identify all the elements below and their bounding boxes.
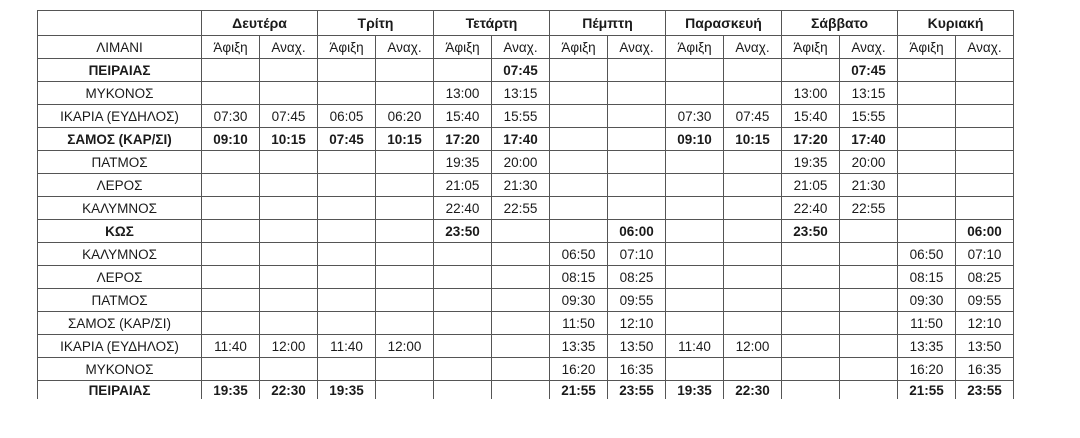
port-name-cell: ΠΕΙΡΑΙΑΣ (38, 59, 202, 82)
arrival-header: Άφιξη (434, 36, 492, 59)
port-name-cell: ΚΑΛΥΜΝΟΣ (38, 197, 202, 220)
arrival-time-cell: 13:00 (434, 82, 492, 105)
arrival-time-cell: 21:05 (434, 174, 492, 197)
arrival-time-cell (318, 243, 376, 266)
departure-time-cell (840, 266, 898, 289)
arrival-time-cell: 19:35 (318, 381, 376, 400)
departure-time-cell (492, 335, 550, 358)
departure-time-cell: 08:25 (956, 266, 1014, 289)
port-name-cell: ΠΑΤΜΟΣ (38, 151, 202, 174)
arrival-time-cell: 23:50 (434, 220, 492, 243)
arrival-time-cell (202, 266, 260, 289)
arrival-time-cell: 07:30 (202, 105, 260, 128)
departure-header: Αναχ. (608, 36, 666, 59)
arrival-time-cell: 07:45 (318, 128, 376, 151)
arrival-time-cell (550, 105, 608, 128)
arrival-time-cell: 15:40 (434, 105, 492, 128)
schedule-row (38, 105, 1014, 128)
day-header-monday: Δευτέρα (202, 11, 318, 36)
arrival-time-cell (434, 266, 492, 289)
column-header-row (38, 36, 1014, 59)
schedule-row (38, 82, 1014, 105)
departure-time-cell: 06:00 (956, 220, 1014, 243)
arrival-time-cell (434, 243, 492, 266)
departure-time-cell (492, 220, 550, 243)
arrival-time-cell (434, 335, 492, 358)
departure-time-cell (376, 197, 434, 220)
arrival-time-cell (782, 266, 840, 289)
arrival-time-cell (318, 312, 376, 335)
departure-time-cell (956, 128, 1014, 151)
corner-cell (38, 11, 202, 36)
departure-time-cell (724, 358, 782, 381)
port-name-cell: ΚΑΛΥΜΝΟΣ (38, 243, 202, 266)
arrival-time-cell (782, 335, 840, 358)
arrival-time-cell: 11:50 (550, 312, 608, 335)
departure-time-cell: 22:30 (260, 381, 318, 400)
departure-time-cell (492, 266, 550, 289)
departure-time-cell (724, 82, 782, 105)
arrival-time-cell (898, 197, 956, 220)
port-name-cell: ΚΩΣ (38, 220, 202, 243)
day-header-friday: Παρασκευή (666, 11, 782, 36)
arrival-time-cell (898, 82, 956, 105)
departure-time-cell: 07:10 (608, 243, 666, 266)
departure-time-cell (956, 59, 1014, 82)
arrival-time-cell: 19:35 (202, 381, 260, 400)
departure-header: Αναχ. (260, 36, 318, 59)
arrival-time-cell (782, 358, 840, 381)
departure-time-cell (840, 220, 898, 243)
arrival-time-cell (666, 197, 724, 220)
departure-header: Αναχ. (840, 36, 898, 59)
arrival-time-cell (434, 358, 492, 381)
departure-time-cell (260, 59, 318, 82)
day-header-tuesday: Τρίτη (318, 11, 434, 36)
arrival-time-cell: 08:15 (550, 266, 608, 289)
arrival-time-cell (434, 381, 492, 400)
ferry-schedule-table (37, 10, 1014, 399)
departure-time-cell (260, 82, 318, 105)
departure-time-cell (956, 82, 1014, 105)
departure-time-cell: 12:00 (260, 335, 318, 358)
departure-time-cell (492, 381, 550, 400)
arrival-header: Άφιξη (898, 36, 956, 59)
departure-time-cell (956, 105, 1014, 128)
arrival-time-cell (666, 174, 724, 197)
arrival-time-cell (898, 151, 956, 174)
departure-time-cell (376, 82, 434, 105)
arrival-time-cell: 16:20 (898, 358, 956, 381)
departure-time-cell (608, 128, 666, 151)
arrival-time-cell (202, 151, 260, 174)
departure-time-cell: 20:00 (492, 151, 550, 174)
departure-time-cell: 22:55 (840, 197, 898, 220)
departure-time-cell (376, 59, 434, 82)
arrival-time-cell: 06:50 (550, 243, 608, 266)
departure-time-cell (492, 243, 550, 266)
port-name-cell: ΠΕΙΡΑΙΑΣ (38, 381, 202, 400)
arrival-time-cell (550, 197, 608, 220)
arrival-time-cell (318, 266, 376, 289)
departure-time-cell: 23:55 (956, 381, 1014, 400)
arrival-time-cell (202, 358, 260, 381)
arrival-time-cell (202, 220, 260, 243)
arrival-time-cell: 22:40 (434, 197, 492, 220)
arrival-time-cell (550, 220, 608, 243)
departure-time-cell (492, 358, 550, 381)
arrival-time-cell: 13:00 (782, 82, 840, 105)
arrival-time-cell (434, 312, 492, 335)
departure-time-cell: 10:15 (376, 128, 434, 151)
arrival-time-cell: 21:05 (782, 174, 840, 197)
schedule-row (38, 335, 1014, 358)
arrival-time-cell (318, 174, 376, 197)
departure-time-cell (840, 289, 898, 312)
arrival-time-cell (898, 59, 956, 82)
departure-time-cell (260, 220, 318, 243)
schedule-row (38, 128, 1014, 151)
schedule-row (38, 220, 1014, 243)
departure-time-cell (608, 59, 666, 82)
arrival-time-cell (782, 243, 840, 266)
arrival-time-cell (318, 220, 376, 243)
port-column-header: ΛΙΜΑΝΙ (38, 36, 202, 59)
departure-time-cell (956, 197, 1014, 220)
departure-time-cell: 12:10 (956, 312, 1014, 335)
schedule-row (38, 358, 1014, 381)
departure-time-cell: 07:45 (724, 105, 782, 128)
departure-time-cell (376, 243, 434, 266)
day-header-row (38, 11, 1014, 36)
departure-time-cell: 17:40 (492, 128, 550, 151)
departure-time-cell: 07:45 (260, 105, 318, 128)
departure-time-cell: 07:45 (840, 59, 898, 82)
arrival-time-cell (666, 266, 724, 289)
arrival-time-cell (434, 59, 492, 82)
arrival-time-cell (550, 82, 608, 105)
departure-time-cell: 07:45 (492, 59, 550, 82)
departure-time-cell: 21:30 (840, 174, 898, 197)
departure-time-cell (608, 197, 666, 220)
departure-time-cell (260, 266, 318, 289)
arrival-time-cell: 11:40 (202, 335, 260, 358)
arrival-time-cell: 13:35 (898, 335, 956, 358)
arrival-time-cell (202, 289, 260, 312)
arrival-time-cell: 11:40 (666, 335, 724, 358)
arrival-time-cell (202, 59, 260, 82)
departure-time-cell: 13:50 (608, 335, 666, 358)
schedule-row (38, 266, 1014, 289)
schedule-row (38, 381, 1014, 400)
arrival-time-cell: 11:50 (898, 312, 956, 335)
departure-time-cell: 13:15 (492, 82, 550, 105)
arrival-time-cell: 08:15 (898, 266, 956, 289)
arrival-time-cell: 17:20 (782, 128, 840, 151)
arrival-time-cell (318, 151, 376, 174)
arrival-time-cell (898, 174, 956, 197)
arrival-header: Άφιξη (318, 36, 376, 59)
arrival-time-cell (666, 220, 724, 243)
arrival-time-cell (666, 289, 724, 312)
departure-time-cell (376, 220, 434, 243)
departure-time-cell: 09:55 (608, 289, 666, 312)
departure-time-cell: 08:25 (608, 266, 666, 289)
arrival-time-cell: 21:55 (550, 381, 608, 400)
departure-time-cell (956, 151, 1014, 174)
departure-time-cell: 06:00 (608, 220, 666, 243)
arrival-time-cell (202, 243, 260, 266)
arrival-time-cell (202, 312, 260, 335)
port-name-cell: ΙΚΑΡΙΑ (ΕΥΔΗΛΟΣ) (38, 105, 202, 128)
departure-time-cell (724, 312, 782, 335)
arrival-time-cell (898, 105, 956, 128)
departure-time-cell (260, 312, 318, 335)
departure-time-cell (376, 381, 434, 400)
arrival-time-cell (550, 151, 608, 174)
departure-time-cell (724, 220, 782, 243)
departure-time-cell (840, 243, 898, 266)
arrival-header: Άφιξη (202, 36, 260, 59)
departure-time-cell: 22:55 (492, 197, 550, 220)
departure-time-cell: 23:55 (608, 381, 666, 400)
port-name-cell: ΜΥΚΟΝΟΣ (38, 82, 202, 105)
departure-time-cell (376, 151, 434, 174)
port-name-cell: ΣΑΜΟΣ (ΚΑΡ/ΣΙ) (38, 312, 202, 335)
arrival-time-cell (898, 220, 956, 243)
day-header-thursday: Πέμπτη (550, 11, 666, 36)
departure-time-cell: 12:10 (608, 312, 666, 335)
arrival-header: Άφιξη (782, 36, 840, 59)
departure-time-cell (260, 358, 318, 381)
departure-time-cell: 16:35 (608, 358, 666, 381)
arrival-time-cell: 09:10 (666, 128, 724, 151)
arrival-time-cell (318, 358, 376, 381)
arrival-time-cell: 07:30 (666, 105, 724, 128)
arrival-time-cell (550, 128, 608, 151)
departure-time-cell: 12:00 (376, 335, 434, 358)
arrival-time-cell (666, 82, 724, 105)
arrival-time-cell (898, 128, 956, 151)
departure-time-cell (956, 174, 1014, 197)
arrival-time-cell (782, 381, 840, 400)
departure-time-cell (840, 312, 898, 335)
departure-header: Αναχ. (376, 36, 434, 59)
departure-time-cell: 10:15 (260, 128, 318, 151)
schedule-row (38, 174, 1014, 197)
departure-header: Αναχ. (492, 36, 550, 59)
schedule-row (38, 151, 1014, 174)
departure-time-cell (724, 243, 782, 266)
port-name-cell: ΛΕΡΟΣ (38, 174, 202, 197)
departure-time-cell: 13:15 (840, 82, 898, 105)
arrival-time-cell: 11:40 (318, 335, 376, 358)
departure-time-cell (376, 358, 434, 381)
arrival-time-cell: 09:30 (898, 289, 956, 312)
departure-time-cell: 15:55 (492, 105, 550, 128)
arrival-header: Άφιξη (666, 36, 724, 59)
arrival-time-cell (202, 174, 260, 197)
departure-time-cell (376, 266, 434, 289)
day-header-saturday: Σάββατο (782, 11, 898, 36)
day-header-wednesday: Τετάρτη (434, 11, 550, 36)
arrival-time-cell: 06:05 (318, 105, 376, 128)
arrival-time-cell: 21:55 (898, 381, 956, 400)
departure-time-cell (608, 151, 666, 174)
schedule-body (38, 11, 1014, 400)
arrival-time-cell (202, 82, 260, 105)
departure-time-cell: 09:55 (956, 289, 1014, 312)
arrival-time-cell: 23:50 (782, 220, 840, 243)
departure-time-cell (724, 266, 782, 289)
departure-time-cell (724, 289, 782, 312)
port-name-cell: ΙΚΑΡΙΑ (ΕΥΔΗΛΟΣ) (38, 335, 202, 358)
departure-time-cell (724, 151, 782, 174)
schedule-row (38, 59, 1014, 82)
port-name-cell: ΜΥΚΟΝΟΣ (38, 358, 202, 381)
departure-time-cell: 06:20 (376, 105, 434, 128)
departure-time-cell (608, 105, 666, 128)
departure-time-cell: 21:30 (492, 174, 550, 197)
departure-time-cell: 13:50 (956, 335, 1014, 358)
departure-time-cell (376, 289, 434, 312)
schedule-row (38, 243, 1014, 266)
arrival-time-cell: 16:20 (550, 358, 608, 381)
arrival-time-cell: 19:35 (666, 381, 724, 400)
departure-time-cell (492, 289, 550, 312)
arrival-time-cell (782, 289, 840, 312)
arrival-time-cell: 09:30 (550, 289, 608, 312)
arrival-time-cell: 22:40 (782, 197, 840, 220)
departure-time-cell (376, 312, 434, 335)
departure-time-cell: 20:00 (840, 151, 898, 174)
arrival-time-cell: 13:35 (550, 335, 608, 358)
arrival-time-cell (666, 243, 724, 266)
arrival-time-cell: 09:10 (202, 128, 260, 151)
schedule-row (38, 197, 1014, 220)
arrival-time-cell (666, 151, 724, 174)
arrival-time-cell: 06:50 (898, 243, 956, 266)
arrival-time-cell (550, 174, 608, 197)
departure-time-cell: 15:55 (840, 105, 898, 128)
departure-time-cell: 17:40 (840, 128, 898, 151)
arrival-time-cell (318, 289, 376, 312)
departure-time-cell (492, 312, 550, 335)
arrival-time-cell: 15:40 (782, 105, 840, 128)
departure-time-cell: 07:10 (956, 243, 1014, 266)
departure-time-cell (724, 59, 782, 82)
departure-time-cell (608, 82, 666, 105)
port-name-cell: ΣΑΜΟΣ (ΚΑΡ/ΣΙ) (38, 128, 202, 151)
arrival-header: Άφιξη (550, 36, 608, 59)
departure-time-cell (376, 174, 434, 197)
departure-header: Αναχ. (956, 36, 1014, 59)
departure-time-cell: 12:00 (724, 335, 782, 358)
arrival-time-cell (318, 59, 376, 82)
arrival-time-cell (782, 59, 840, 82)
arrival-time-cell (434, 289, 492, 312)
arrival-time-cell (318, 197, 376, 220)
arrival-time-cell (666, 358, 724, 381)
schedule-row (38, 289, 1014, 312)
departure-time-cell (260, 243, 318, 266)
departure-time-cell (724, 197, 782, 220)
departure-time-cell (260, 289, 318, 312)
departure-time-cell (840, 335, 898, 358)
departure-time-cell: 22:30 (724, 381, 782, 400)
arrival-time-cell (202, 197, 260, 220)
arrival-time-cell: 19:35 (782, 151, 840, 174)
arrival-time-cell: 17:20 (434, 128, 492, 151)
schedule-row (38, 312, 1014, 335)
port-name-cell: ΛΕΡΟΣ (38, 266, 202, 289)
arrival-time-cell (666, 59, 724, 82)
arrival-time-cell: 19:35 (434, 151, 492, 174)
departure-time-cell (840, 381, 898, 400)
departure-header: Αναχ. (724, 36, 782, 59)
arrival-time-cell (782, 312, 840, 335)
departure-time-cell (260, 174, 318, 197)
arrival-time-cell (550, 59, 608, 82)
departure-time-cell (260, 151, 318, 174)
arrival-time-cell (666, 312, 724, 335)
port-name-cell: ΠΑΤΜΟΣ (38, 289, 202, 312)
day-header-sunday: Κυριακή (898, 11, 1014, 36)
departure-time-cell: 16:35 (956, 358, 1014, 381)
arrival-time-cell (318, 82, 376, 105)
departure-time-cell (724, 174, 782, 197)
departure-time-cell (840, 358, 898, 381)
departure-time-cell (608, 174, 666, 197)
departure-time-cell (260, 197, 318, 220)
departure-time-cell: 10:15 (724, 128, 782, 151)
